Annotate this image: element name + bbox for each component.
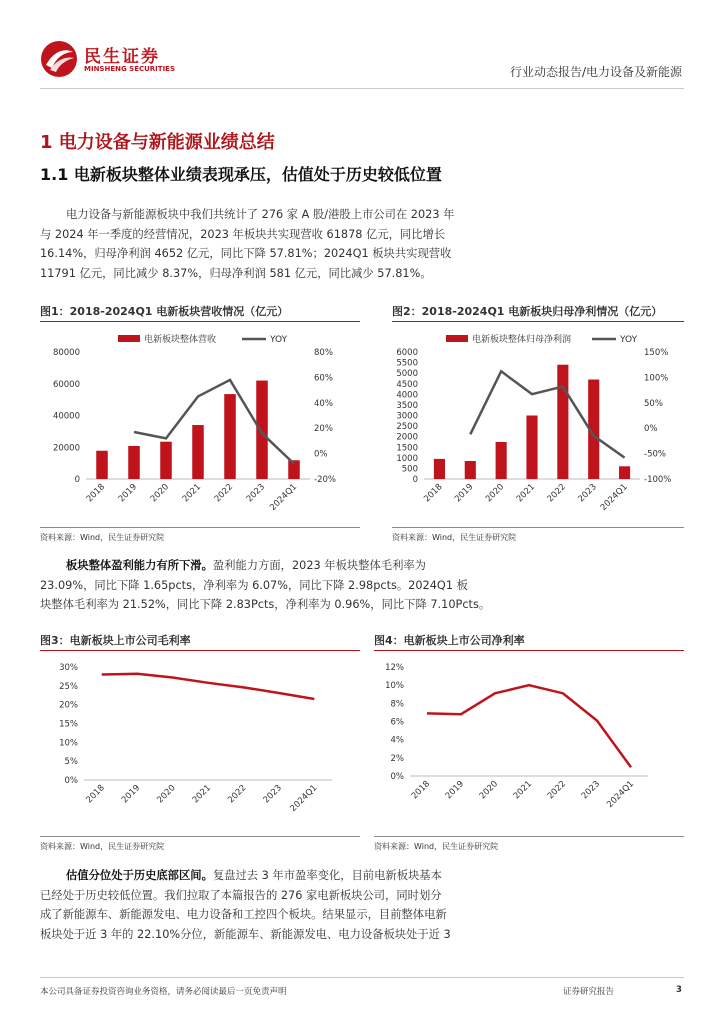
x-tick-label: 2023 — [579, 779, 603, 802]
y-right-tick-label: 0% — [314, 449, 328, 460]
source-rule — [392, 527, 684, 528]
y-tick-label: 0% — [64, 776, 78, 786]
paragraph-line: 与 2024 年一季度的经营情况，2023 年板块共实现营收 61878 亿元，同比增长 — [40, 227, 446, 241]
legend-bar-swatch — [118, 335, 140, 342]
y-left-tick-label: 3500 — [396, 400, 418, 411]
y-left-tick-label: 5500 — [396, 358, 418, 369]
y-tick-label: 2% — [390, 753, 404, 764]
bar — [434, 459, 445, 479]
x-tick-label: 2024Q1 — [605, 779, 637, 810]
figure-3-chart — [40, 656, 360, 832]
x-tick-label: 2022 — [226, 783, 249, 806]
figure-4-rule — [374, 650, 684, 651]
paragraph-bold-lead: 板块整体盈利能力有所下滑。 — [66, 559, 213, 572]
y-left-tick-label: 80000 — [52, 348, 80, 358]
figure-1-title: 图1：2018-2024Q1 电新板块营收情况（亿元） — [40, 305, 289, 318]
x-tick-label: 2020 — [155, 783, 178, 806]
bar — [256, 381, 268, 479]
y-tick-label: 12% — [385, 663, 404, 673]
x-tick-label: 2022 — [212, 482, 236, 505]
bar — [557, 365, 568, 479]
x-tick-label: 2020 — [477, 779, 501, 802]
x-tick-label: 2021 — [514, 482, 538, 505]
series-line — [102, 674, 315, 699]
x-tick-label: 2018 — [84, 482, 108, 505]
x-tick-label: 2019 — [119, 783, 143, 806]
figure-2-title: 图2：2018-2024Q1 电新板块归母净利情况（亿元） — [392, 305, 663, 318]
x-tick-label: 2020 — [148, 482, 172, 505]
logo-chinese: 民生证券 — [84, 47, 160, 67]
figure-3-source: 资料来源：Wind，民生证券研究院 — [40, 842, 165, 851]
y-left-tick-label: 0 — [412, 475, 418, 485]
y-right-tick-label: 20% — [314, 424, 333, 435]
y-tick-label: 6% — [390, 717, 404, 728]
legend-bar-swatch — [446, 335, 468, 342]
figure-2-source: 资料来源：Wind，民生证券研究院 — [392, 533, 517, 542]
source-rule — [40, 527, 360, 528]
yoy-line — [134, 380, 294, 464]
x-tick-label: 2018 — [422, 482, 445, 505]
x-tick-label: 2021 — [180, 482, 204, 505]
y-right-tick-label: 80% — [314, 348, 333, 358]
bar — [465, 461, 476, 479]
bar — [96, 451, 108, 479]
figure-2-chart — [386, 325, 686, 525]
figure-3-rule — [40, 650, 360, 651]
figure-2-rule — [392, 321, 684, 322]
paragraph-line: 电力设备与新能源板块中我们共统计了 276 家 A 股/港股上市公司在 2023 年 — [66, 208, 455, 221]
legend-label: YOY — [270, 335, 288, 345]
x-tick-label: 2023 — [576, 482, 599, 505]
y-left-tick-label: 6000 — [396, 348, 418, 358]
paragraph-line: 成了新能源车、新能源发电、电力设备和工控四个板块。结果显示，目前整体电新 — [40, 908, 447, 921]
y-left-tick-label: 2000 — [396, 432, 418, 443]
paragraph-1 — [40, 205, 680, 283]
bar — [496, 442, 507, 479]
x-tick-label: 2018 — [409, 779, 433, 802]
x-tick-label: 2022 — [545, 779, 569, 802]
bar — [619, 466, 630, 479]
report-category: 行业动态报告/电力设备及新能源 — [509, 65, 682, 79]
paragraph-line: 11791 亿元，同比减少 8.37%，归母净利润 581 亿元，同比减少 57.81%。 — [40, 266, 432, 280]
x-tick-label: 2021 — [511, 779, 535, 802]
footer-disclaimer: 本公司具备证券投资咨询业务资格，请务必阅读最后一页免责声明 — [40, 987, 287, 997]
series-line — [427, 685, 631, 767]
x-tick-label: 2024Q1 — [268, 482, 300, 513]
figure-4-source: 资料来源：Wind，民生证券研究院 — [374, 842, 499, 851]
subsection-title: 1.1 电新板块整体业绩表现承压，估值处于历史较低位置 — [40, 165, 442, 184]
bar — [128, 446, 140, 479]
y-right-tick-label: -50% — [644, 449, 666, 460]
y-tick-label: 10% — [59, 738, 78, 749]
bar — [192, 425, 204, 479]
y-tick-label: 4% — [390, 735, 404, 746]
y-tick-label: 10% — [385, 681, 404, 692]
section-title: 1 电力设备与新能源业绩总结 — [40, 132, 275, 153]
bar — [160, 442, 172, 479]
y-left-tick-label: 1500 — [396, 443, 418, 454]
paragraph-line: 板块处于近 3 年的 22.10%分位，新能源车、新能源发电、电力设备板块处于近 3 — [40, 927, 451, 941]
bar — [224, 394, 236, 479]
y-left-tick-label: 40000 — [52, 411, 80, 422]
y-tick-label: 0% — [390, 772, 404, 782]
x-tick-label: 2022 — [545, 482, 568, 505]
yoy-line — [470, 371, 624, 457]
x-tick-label: 2019 — [443, 779, 467, 802]
paragraph-bold-lead: 估值分位处于历史底部区间。 — [66, 869, 213, 882]
source-rule — [374, 836, 684, 837]
figure-4-title: 图4：电新板块上市公司净利率 — [374, 634, 525, 647]
y-left-tick-label: 4500 — [396, 379, 418, 390]
y-tick-label: 25% — [59, 681, 78, 692]
y-tick-label: 15% — [59, 719, 78, 730]
logo-english: MINSHENG SECURITIES — [84, 65, 175, 73]
x-tick-label: 2023 — [261, 783, 284, 806]
paragraph-2 — [40, 556, 680, 615]
x-tick-label: 2019 — [453, 482, 476, 505]
footer-doc-type: 证券研究报告 — [563, 987, 615, 997]
paragraph-text: 盈利能力方面，2023 年板块整体毛利率为 — [212, 559, 426, 572]
paragraph-line: 块整体毛利率为 21.52%，同比下降 2.83Pcts，净利率为 0.96%，同比下降 7.10Pcts。 — [40, 598, 491, 611]
y-right-tick-label: 40% — [314, 398, 333, 409]
y-tick-label: 8% — [390, 699, 404, 710]
x-tick-label: 2021 — [190, 783, 214, 806]
legend-label: 电新板块整体归母净利润 — [472, 335, 572, 345]
figure-1-chart — [40, 325, 360, 525]
figure-1-source: 资料来源：Wind，民生证券研究院 — [40, 533, 165, 542]
y-tick-label: 30% — [59, 663, 78, 673]
legend-label: YOY — [620, 335, 638, 345]
paragraph-text: 复盘过去 3 年市盈率变化，目前电新板块基本 — [212, 869, 442, 882]
paragraph-line: 23.09%，同比下降 1.65pcts，净利率为 6.07%，同比下降 2.98pcts。2024Q1 板 — [40, 578, 468, 592]
y-right-tick-label: 100% — [644, 373, 669, 384]
y-left-tick-label: 2500 — [396, 422, 418, 433]
x-tick-label: 2024Q1 — [288, 783, 320, 814]
y-right-tick-label: -20% — [314, 475, 336, 485]
minsheng-logo-icon — [40, 40, 78, 78]
header-divider — [40, 88, 684, 89]
x-tick-label: 2024Q1 — [598, 482, 630, 513]
paragraph-3 — [40, 866, 680, 944]
y-left-tick-label: 20000 — [52, 443, 80, 454]
page-number: 3 — [676, 985, 682, 995]
y-left-tick-label: 4000 — [396, 390, 418, 401]
figure-3-title: 图3：电新板块上市公司毛利率 — [40, 634, 191, 647]
figure-1-rule — [40, 321, 360, 322]
footer-divider — [40, 977, 684, 978]
paragraph-line: 已经处于历史较低位置。我们拉取了本篇报告的 276 家电新板块公司，同时划分 — [40, 888, 442, 902]
y-left-tick-label: 1000 — [396, 453, 418, 464]
y-tick-label: 20% — [59, 700, 78, 711]
x-tick-label: 2023 — [244, 482, 268, 505]
y-left-tick-label: 500 — [401, 464, 418, 475]
x-tick-label: 2020 — [483, 482, 507, 505]
y-left-tick-label: 5000 — [396, 369, 418, 380]
y-left-tick-label: 3000 — [396, 411, 418, 422]
y-tick-label: 5% — [64, 757, 78, 768]
y-right-tick-label: -100% — [644, 475, 672, 485]
y-right-tick-label: 0% — [644, 424, 658, 435]
header — [40, 36, 684, 86]
x-tick-label: 2019 — [116, 482, 140, 505]
y-left-tick-label: 0 — [74, 475, 80, 485]
source-rule — [40, 836, 360, 837]
y-right-tick-label: 150% — [644, 348, 669, 358]
y-right-tick-label: 60% — [314, 373, 333, 384]
y-right-tick-label: 50% — [644, 398, 663, 409]
legend-label: 电新板块整体营收 — [144, 335, 217, 345]
figure-4-chart — [374, 656, 684, 832]
paragraph-line: 16.14%，归母净利润 4652 亿元，同比下降 57.81%；2024Q1 板块共实现营收 — [40, 247, 452, 260]
x-tick-label: 2018 — [84, 783, 107, 806]
bar — [526, 416, 537, 480]
y-left-tick-label: 60000 — [52, 379, 80, 390]
